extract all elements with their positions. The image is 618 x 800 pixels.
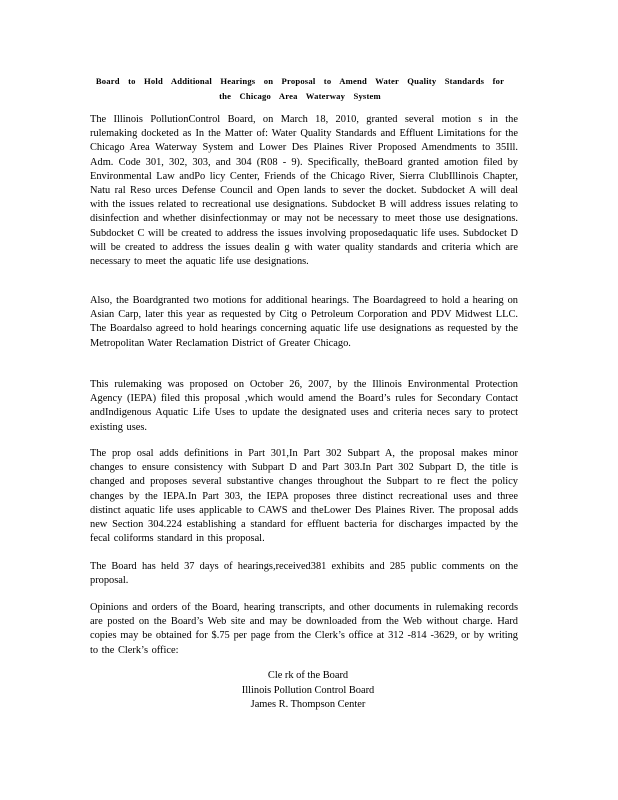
- clerk-address-block: [200, 669, 416, 713]
- document-title: Board to Hold Additional Hearings on Proposal to Amend Water Quality Standards for the Chicago Area Waterway System: [95, 76, 505, 101]
- paragraph-proposal-contents: The prop osal adds definitions in Part 301,In Part 302 Subpart A, the proposal makes minor changes to ensure consistency with Subpart D and Part 303.In Part 302 Subpart D, the title is changed and proposes several substantive changes throughout the Subpart to re flect the policy changes by the IEPA.In Part 303, the IEPA proposes three distinct recreational uses and three distinct aquatic life uses applicable to CAWS and theLower Des Plaines River. The proposal adds new Section 304.224 establishing a standard for effluent bacteria for discharges impacted by the fecal coliforms standard in this proposal.: [90, 448, 518, 545]
- address-line: Cle rk of the Board: [267, 670, 349, 681]
- address-line: James R. Thompson Center: [250, 699, 366, 710]
- paragraph-additional-hearings: Also, the Boardgranted two motions for additional hearings. The Boardagreed to hold a hearing on Asian Carp, later this year as requested by Citg o Petroleum Corporation and PDV Midwest LLC. The Boardalso agreed to hold hearings concerning aquatic life use designations as requested by the Metropolitan Water Reclamation District of Greater Chicago.: [90, 295, 518, 349]
- paragraph-subdockets: The Illinois PollutionControl Board, on March 18, 2010, granted several motion s in the rulemaking docketed as In the Matter of: Water Quality Standards and Effluent Limitations for the Chicago Area Waterway System and Lower Des Plaines River Proposed Amendments to 35Ill. Adm. Code 301, 302, 303, and 304 (R08 - 9). Specifically, theBoard granted amotion filed by Environmental Law andPo licy Center, Friends of the Chicago River, Sierra ClubIllinois Chapter, Natu ral Reso urces Defense Council and Open lands to sever the docket. Subdocket A will deal with the issues related to recreational use designations. Subdocket B will address issues relating to disinfection and whether disinfectionmay or may not be necessary to meet those use designations. Subdocket C will be created to address the issues involving proposedaquatic life uses. Subdocket D will be created to address the issues dealin g with water quality standards and criteria which are necessary to meet the aquatic life use designations.: [90, 114, 518, 268]
- paragraph-hearings-held: The Board has held 37 days of hearings,received381 exhibits and 285 public comments on the proposal.: [90, 561, 518, 587]
- paragraph-records-availability: Opinions and orders of the Board, hearing transcripts, and other documents in rulemaking records are posted on the Board’s Web site and may be downloaded from the Web without charge. Hard copies may be obtained for $.75 per page from the Clerk’s office at 312 -814 -3629, or by writing to the Clerk’s office:: [90, 602, 518, 656]
- paragraph-proposal-origin: This rulemaking was proposed on October 26, 2007, by the Illinois Environmental Protection Agency (IEPA) filed this proposal ,which would amend the Board’s rules for Secondary Contact andIndigenous Aquatic Life Uses to update the designated uses and criteria neces sary to protect existing uses.: [90, 379, 518, 433]
- address-line: Illinois Pollution Control Board: [241, 684, 375, 696]
